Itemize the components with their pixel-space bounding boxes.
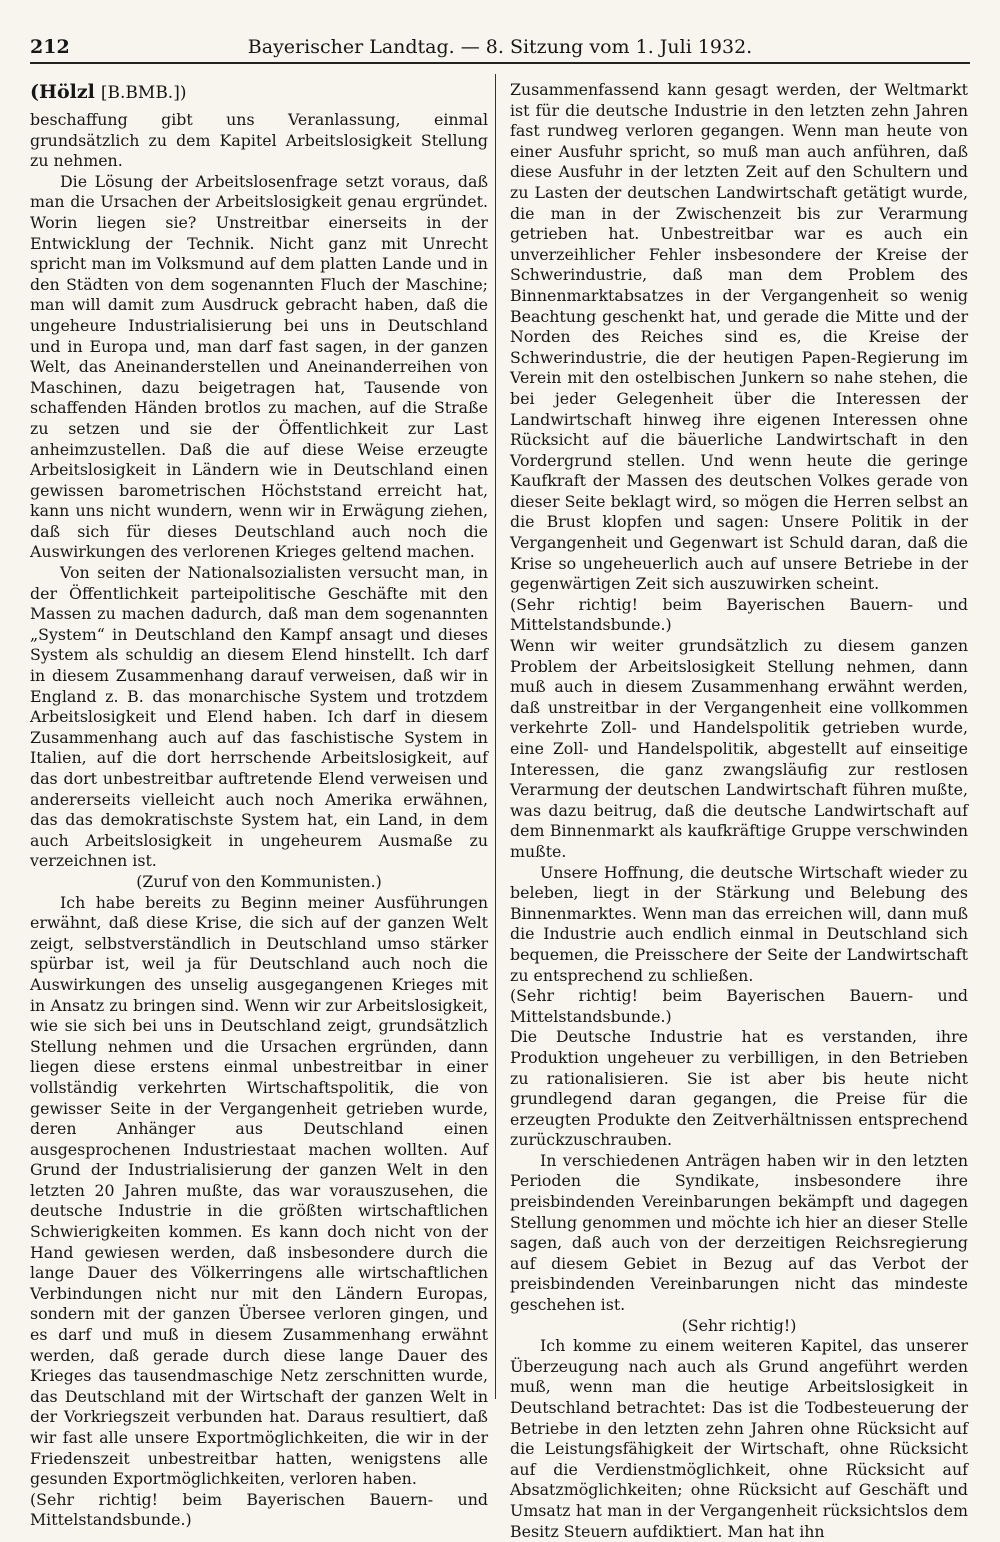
paragraph: Zusammenfassend kann gesagt werden, der Weltmarkt ist für die deutsche Industrie in den letzten zehn Jahren fast rundweg verloren gegangen. Wenn man heute von einer Ausfuhr spricht, so muß man auch anführen, daß diese Ausfuhr in der letzten Zeit auf den Schultern und zu Lasten der deutschen Landwirtschaft getätigt wurde, die man in der Zwischenzeit bis zur Verarmung getrieben hat. Unbestreitbar war es auch ein unverzeihlicher Fehler insbesondere der Kreise der Schwerindustrie, daß man dem Problem des Binnenmarktabsatzes in der Vergangenheit so wenig Beachtung geschenkt hat, und gerade die Mitte und der Norden des Reiches sind es, die Kreise der Schwerindustrie, die der heutigen Papen-Regierung im Verein mit den ostelbischen Junkern so nahe stehen, die bei jeder Gelegenheit über die Interessen der Landwirtschaft hinweg ihre eigenen Interessen ohne Rücksicht auf die bäuerliche Landwirtschaft in den Vordergrund stellen. Und wenn heute die geringe Kaufkraft der Massen des deutschen Volkes gerade von dieser Seite beklagt wird, so mögen die Herren selbst an die Brust klopfen und sagen: Unsere Politik in der Vergangenheit und Gegenwart ist Schuld daran, daß die Krise so ungeheuerlich auch auf unsere Betriebe in der gegenwärtigen Zeit sich auszuwirken scheint. bbox=[510, 80, 968, 594]
paragraph: beschaffung gibt uns Veranlassung, einmal grundsätzlich zu dem Kapitel Arbeitslosigkeit Stellung zu nehmen. bbox=[30, 110, 488, 171]
running-title: Bayerischer Landtag. — 8. Sitzung vom 1. Juli 1932. bbox=[247, 36, 753, 58]
speaker-name: (Hölzl bbox=[30, 81, 95, 103]
paragraph: (Sehr richtig! beim Bayerischen Bauern- und Mittelstandsbunde.) bbox=[510, 594, 968, 635]
paragraph: (Sehr richtig! beim Bayerischen Bauern- und Mittelstandsbunde.) bbox=[30, 1489, 488, 1530]
right-column bbox=[510, 80, 968, 1542]
page-number: 212 bbox=[30, 36, 70, 58]
paragraph: Die Lösung der Arbeitslosenfrage setzt voraus, daß man die Ursachen der Arbeitslosigkeit genau ergründet. Worin liegen sie? Unstreitbar einerseits in der Entwicklung der Technik. Nicht ganz mit Unrecht spricht man im Volksmund auf dem platten Lande und in den Städten von dem sogenannten Fluch der Maschine; man will damit zum Ausdruck gebracht haben, daß die ungeheure Industrialisierung bei uns in Deutschland und in Europa und, man darf fast sagen, in der ganzen Welt, das Aneinanderstellen und Aneinanderreihen von Maschinen, dazu beigetragen hat, Tausende von schaffenden Händen brotlos zu machen, auf die Straße zu setzen und sie der Öffentlichkeit zur Last anheimzustellen. Daß die auf diese Weise erzeugte Arbeitslosigkeit in Ländern wie in Deutschland einen gewissen barometrischen Höchststand erreicht hat, kann uns nicht wundern, wenn wir in Erwägung ziehen, daß sich für dieses Deutschland auch noch die Auswirkungen des verlorenen Krieges geltend machen. bbox=[30, 171, 488, 562]
paragraph: (Sehr richtig! beim Bayerischen Bauern- und Mittelstandsbunde.) bbox=[510, 986, 968, 1026]
interjection: (Zuruf von den Kommunisten.) bbox=[136, 871, 382, 891]
left-column bbox=[30, 80, 488, 1531]
paragraph: Ich komme zu einem weiteren Kapitel, das unserer Überzeugung nach auch als Grund angeführt werden muß, wenn man die heutige Arbeitslosigkeit in Deutschland betrachtet: Das ist die Todbesteuerung der Betriebe in den letzten zehn Jahren ohne Rücksicht auf die Leistungsfähigkeit der Wirtschaft, ohne Rücksicht auf die Verdienstmöglichkeit, ohne Rücksicht auf Absatzmöglichkeiten; ohne Rücksicht auf Geschäft und Umsatz hat man in der Vergangenheit rücksichtslos dem Besitz Steuern aufdiktiert. Man hat ihn bbox=[510, 1336, 968, 1541]
page-header bbox=[30, 26, 970, 64]
paragraph: Ich habe bereits zu Beginn meiner Ausführungen erwähnt, daß diese Krise, die sich auf der ganzen Welt zeigt, selbstverständlich in Deutschland umso stärker spürbar ist, weil ja für Deutschland auch noch die Auswirkungen des unselig ausgegangenen Krieges mit in Ansatz zu bringen sind. Wenn wir zur Arbeitslosigkeit, wie sie sich bei uns in Deutschland zeigt, grundsätzlich Stellung nehmen und die Ursachen ergründen, dann liegen diese erstens einmal unbestreitbar in einer vollständig verkehrten Wirtschaftspolitik, die von gewisser Seite in der Vergangenheit getrieben wurde, deren Anhänger aus Deutschland einen ausgesprochenen Industriestaat machen wollten. Auf Grund der Industrialisierung der ganzen Welt in den letzten 20 Jahren mußte, das war vorauszusehen, die deutsche Industrie in die größten wirtschaftlichen Schwierigkeiten kommen. Es kann doch nicht von der Hand gewiesen werden, daß insbesondere durch die lange Dauer des Völkerringens alle wirtschaftlichen Verbindungen nicht nur mit den Ländern Europas, sondern mit der ganzen Übersee verloren gingen, und es darf und muß in diesem Zusammenhang erwähnt werden, daß gerade durch diese lange Dauer des Krieges das tausendmaschige Netz zerschnitten wurde, das Deutschland mit der Wirtschaft der ganzen Welt in der Vorkriegszeit verbunden hat. Daraus resultiert, daß wir fast alle unsere Exportmöglichkeiten, die wir in der Friedenszeit unbestreitbar hatten, wenigstens alle gesunden Exportmöglichkeiten, verloren haben. bbox=[30, 892, 488, 1489]
paragraph: Die Deutsche Industrie hat es verstanden, ihre Produktion ungeheuer zu verbilligen, in den Betrieben zu rationalisieren. Sie ist aber bis heute nicht grundlegend daran gegangen, die Preise für die erzeugten Produkte den Zeitverhältnissen entsprechend zurückzuschrauben. bbox=[510, 1027, 968, 1150]
paragraph: Unsere Hoffnung, die deutsche Wirtschaft wieder zu beleben, liegt in der Stärkung und Belebung des Binnenmarktes. Wenn man das erreichen will, dann muß die Industrie auch endlich einmal in Deutschland sich bequemen, die Preisschere der Seite der Landwirtschaft zu entsprechend zu schließen. bbox=[510, 862, 968, 985]
paragraph: Von seiten der Nationalsozialisten versucht man, in der Öffentlichkeit parteipolitische Geschäfte mit den Massen zu machen dadurch, daß man dem sogenannten „System“ in Deutschland den Kampf ansagt und dieses System als schuldig an diesem Elend hinstellt. Ich darf in diesem Zusammenhang darauf verweisen, daß wir in England z. B. das monarchische System und trotzdem Arbeitslosigkeit und Elend haben. Ich darf in diesem Zusammenhang auch auf das faschistische System in Italien, auf die dort herrschende Arbeitslosigkeit, auf das dort unbestreitbar auftretende Elend verweisen und andererseits vielleicht auch noch Amerika erwähnen, das das demokratischste System hat, ein Land, in dem auch Arbeitslosigkeit in ungeheurem Ausmaße zu verzeichnen ist. bbox=[30, 563, 488, 871]
speaker-party: [B.BMB.]) bbox=[100, 83, 187, 103]
paragraph: Wenn wir weiter grundsätzlich zu diesem ganzen Problem der Arbeitslosigkeit Stellung nehmen, dann muß auch in diesem Zusammenhang erwähnt werden, daß unstreitbar in der Vergangenheit eine vollkommen verkehrte Zoll- und Handelspolitik getrieben wurde, eine Zoll- und Handelspolitik, abgestellt auf einseitige Interessen, die ganz zwangsläufig zur restlosen Verarmung der deutschen Landwirtschaft führen mußte, was dazu beitrug, daß die deutsche Landwirtschaft auf dem Binnenmarkt als kaufkräftige Gruppe verschwinden mußte. bbox=[510, 636, 968, 861]
column-divider bbox=[495, 74, 496, 1399]
interjection: (Sehr richtig!) bbox=[681, 1315, 797, 1335]
speaker-label bbox=[30, 80, 488, 105]
paragraph: In verschiedenen Anträgen haben wir in den letzten Perioden die Syndikate, insbesondere ihre preisbindenden Vereinbarungen bekämpft und dagegen Stellung genommen und möchte ich hier an dieser Stelle sagen, daß auch von der derzeitigen Reichsregierung auf diesem Gebiet in Bezug auf das Verbot der preisbindenden Vereinbarungen nicht das mindeste geschehen ist. bbox=[510, 1150, 968, 1315]
